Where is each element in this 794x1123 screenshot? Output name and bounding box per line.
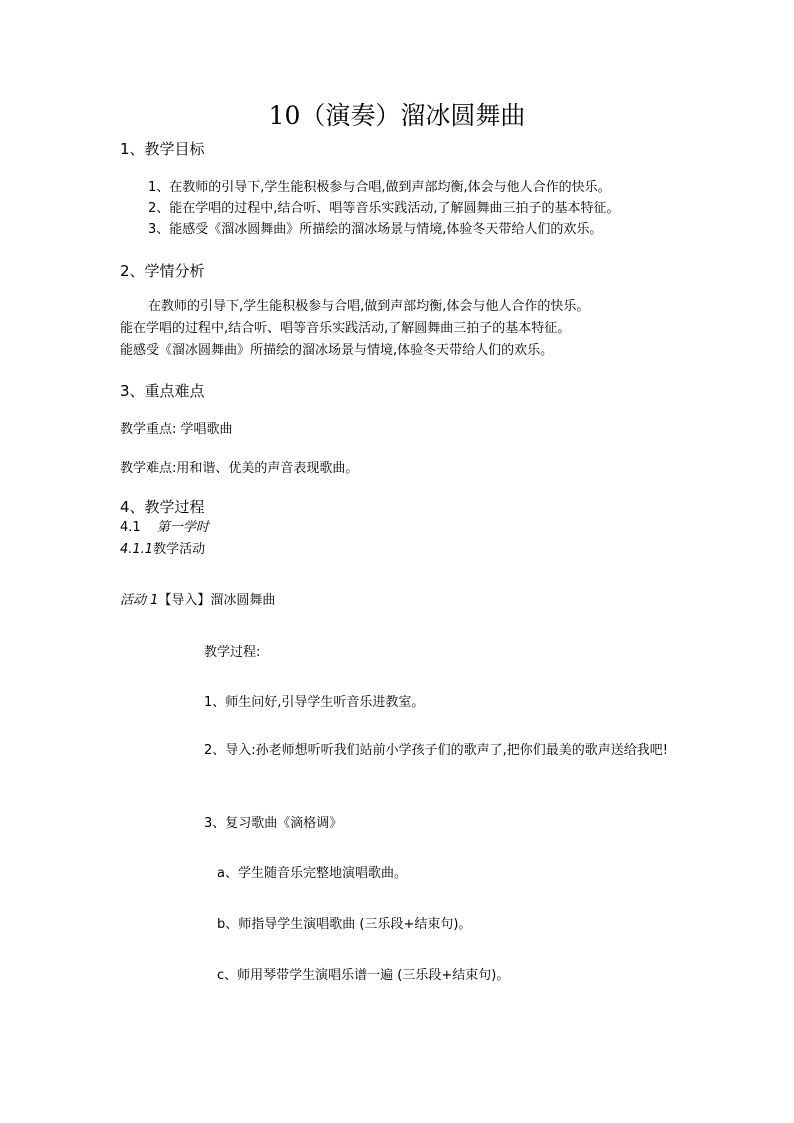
- difficulty-text: 教学难点:用和谐、优美的声音表现歌曲。: [120, 461, 359, 476]
- activity-title: 【导入】溜冰圆舞曲: [158, 593, 276, 608]
- subsection-heading-lesson: [120, 520, 209, 536]
- process-step: 3、复习歌曲《滴格调》: [204, 816, 343, 831]
- process-step: 1、师生问好,引导学生听音乐进教室。: [204, 695, 425, 710]
- subsection-heading-activities: [120, 542, 205, 558]
- analysis-line: 在教师的引导下,学生能积极参与合唱,做到声部均衡,体会与他人合作的快乐。: [148, 299, 590, 314]
- objective-item: 2、能在学唱的过程中,结合听、唱等音乐实践活动,了解圆舞曲三拍子的基本特征。: [148, 201, 620, 216]
- section-heading-analysis: 2、学情分析: [120, 262, 205, 280]
- page-title: 10（演奏）溜冰圆舞曲: [268, 101, 526, 130]
- section-heading-objectives: 1、教学目标: [120, 140, 205, 158]
- process-label: 教学过程:: [204, 645, 261, 660]
- section-heading-process: 4、教学过程: [120, 498, 205, 516]
- process-step: 2、导入:孙老师想听听我们站前小学孩子们的歌声了,把你们最美的歌声送给我吧!: [204, 743, 668, 758]
- subsection-number: 4.1.1: [120, 542, 154, 557]
- process-substep: a、学生随音乐完整地演唱歌曲。: [217, 866, 407, 881]
- objective-item: 1、在教师的引导下,学生能积极参与合唱,做到声部均衡,体会与他人合作的快乐。: [148, 180, 611, 195]
- activity-heading: [120, 593, 275, 609]
- objective-item: 3、能感受《溜冰圆舞曲》所描绘的溜冰场景与情境,体验冬天带给人们的欢乐。: [148, 222, 603, 237]
- subsection-label: 教学活动: [153, 542, 206, 557]
- analysis-line: 能感受《溜冰圆舞曲》所描绘的溜冰场景与情境,体验冬天带给人们的欢乐。: [120, 343, 554, 358]
- section-heading-key-points: 3、重点难点: [120, 382, 205, 400]
- process-substep: b、师指导学生演唱歌曲 (三乐段+结束句)。: [217, 917, 472, 932]
- subsection-label: 第一学时: [156, 520, 209, 535]
- subsection-number: 4.1: [120, 520, 141, 535]
- analysis-line: 能在学唱的过程中,结合听、唱等音乐实践活动,了解圆舞曲三拍子的基本特征。: [120, 321, 571, 336]
- key-point-text: 教学重点: 学唱歌曲: [120, 422, 233, 437]
- process-substep: c、师用琴带学生演唱乐谱一遍 (三乐段+结束句)。: [217, 968, 510, 983]
- activity-prefix: 活动 1: [120, 593, 159, 608]
